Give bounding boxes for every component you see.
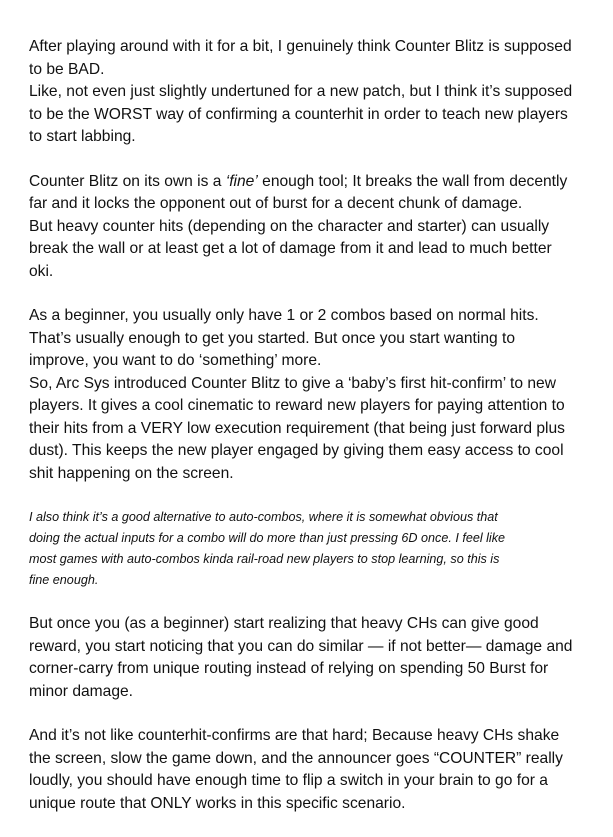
text-line: dust). This keeps the new player engaged by giving them easy access to cool	[29, 442, 564, 459]
text-line: corner-carry from unique routing instead of relying on spending 50 Burst for	[29, 660, 549, 677]
text-line: minor damage.	[29, 682, 134, 700]
text-line: reward, you start noticing that you can do similar — if not better— damage and	[29, 637, 573, 655]
paragraph-2	[29, 171, 589, 284]
text-line: unique route that ONLY works in this specific scenario.	[29, 794, 406, 812]
text-line: their hits from a VERY low execution requirement (that being just forward plus	[29, 419, 565, 437]
text-line: loudly, you should have enough time to flip a switch in your brain to go for a	[29, 772, 548, 789]
text-line: doing the actual inputs for a combo will do more than just pressing 6D once. I feel like	[29, 531, 506, 545]
text-run: Counter Blitz on its own is a	[29, 172, 226, 190]
text-line: But once you (as a beginner) start realizing that heavy CHs can give good	[29, 615, 539, 632]
text-line: to start labbing.	[29, 128, 136, 145]
text-line: And it’s not like counterhit-confirms are that hard; Because heavy CHs shake	[29, 727, 560, 744]
paragraph-1	[29, 36, 589, 149]
text-line: to be the WORST way of confirming a counterhit in order to teach new players	[29, 105, 568, 123]
text-line: fine enough.	[29, 573, 99, 587]
text-line: improve, you want to do ‘something’ more.	[29, 352, 322, 369]
text-line: As a beginner, you usually only have 1 or 2 combos based on normal hits.	[29, 307, 539, 324]
text-line: break the wall or at least get a lot of damage from it and lead to much better	[29, 240, 552, 257]
text-line: Like, not even just slightly undertuned for a new patch, but I think it’s supposed	[29, 83, 573, 100]
text-line: I also think it’s a good alternative to auto-combos, where it is somewhat obvious that	[29, 510, 498, 524]
paragraph-5	[29, 613, 589, 703]
italic-note	[29, 507, 589, 591]
text-line: most games with auto-combos kinda rail-road new players to stop learning, so this is	[29, 552, 500, 566]
text-line: But heavy counter hits (depending on the character and starter) can usually	[29, 217, 550, 235]
text-line: oki.	[29, 262, 54, 280]
text-run: enough tool; It breaks the wall from decently	[257, 172, 568, 190]
text-line: far and it locks the opponent out of burst for a decent chunk of damage.	[29, 195, 523, 212]
text-line: shit happening on the screen.	[29, 464, 234, 482]
text-line: to be BAD.	[29, 60, 105, 78]
text-line: After playing around with it for a bit, I genuinely think Counter Blitz is supposed	[29, 38, 572, 55]
emphasis-text: ‘fine’	[225, 172, 258, 190]
paragraph-3	[29, 305, 589, 485]
paragraph-6	[29, 725, 589, 815]
text-line: That’s usually enough to get you started. But once you start wanting to	[29, 329, 516, 347]
document-body	[29, 36, 589, 837]
text-line: players. It gives a cool cinematic to reward new players for paying attention to	[29, 397, 565, 414]
text-line: the screen, slow the game down, and the announcer goes “COUNTER” really	[29, 749, 563, 767]
text-line	[29, 171, 589, 194]
text-line: So, Arc Sys introduced Counter Blitz to give a ‘baby’s first hit-confirm’ to new	[29, 374, 556, 392]
